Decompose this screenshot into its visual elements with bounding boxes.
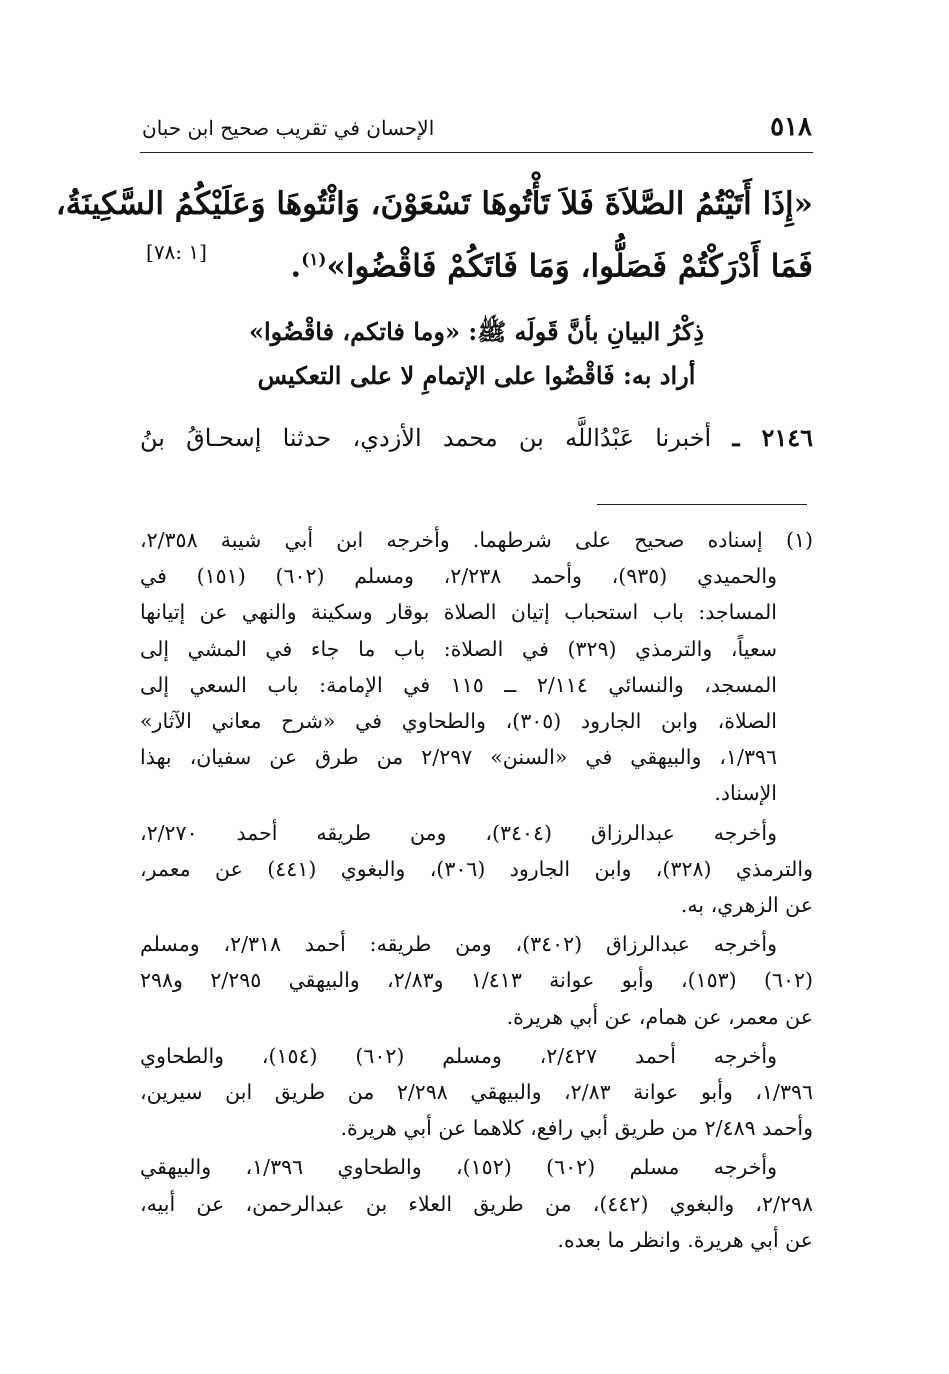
footnote-line-text: إسناده صحيح على شرطهما. وأخرجه ابن أبي شيبة ٢/٣٥٨،	[140, 528, 763, 552]
chapter-heading	[140, 310, 813, 398]
footnote-line: ٢/٢٩٨، والبغوي (٤٤٢)، من طريق العلاء بن عبدالرحمن، عن أبيه،	[140, 1191, 813, 1216]
page-number: ٥١٨	[770, 112, 812, 142]
footnote-line: وأخرجه عبدالرزاق (٣٤٠٤)، ومن طريقه أحمد ٢/٢٧٠،	[140, 820, 777, 845]
footnote-line: المسجد، والنسائي ٢/١١٤ ــ ١١٥ في الإمامة: باب السعي إلى	[140, 672, 777, 697]
footnote-line: الصلاة، وابن الجارود (٣٠٥)، والطحاوي في «شرح معاني الآثار»	[140, 709, 777, 734]
footnotes	[140, 522, 813, 1261]
hadith-line-2	[140, 232, 813, 294]
footnote-line: وأخرجه مسلم (٦٠٢) (١٥٢)، والطحاوي ١/٣٩٦، والبيهقي	[140, 1155, 777, 1180]
hadith-number: ٢١٤٦ ـ	[732, 423, 813, 452]
header-rule	[140, 152, 813, 153]
footnote-line: والترمذي (٣٢٨)، وابن الجارود (٣٠٦)، والبغوي (٤٤١) عن معمر،	[140, 856, 814, 881]
footnote-line: سعياً، والترمذي (٣٢٩) في الصلاة: باب ما جاء في المشي إلى	[140, 636, 777, 661]
footnote-paragraph	[140, 815, 813, 924]
footnote-number: (١)	[785, 528, 813, 552]
footnote-line: الإسناد.	[714, 781, 777, 806]
footnote-line: والحميدي (٩٣٥)، وأحمد ٢/٢٣٨، ومسلم (٦٠٢) (١٥١) في	[140, 564, 777, 589]
narration-text: أخبرنا عَبْدُاللَّه بن محمد الأزدي، حدثنا إسحـاقُ بنُ	[140, 424, 712, 452]
footnote-line: المساجد: باب استحباب إتيان الصلاة بوقار وسكينة والنهي عن إتيانها	[140, 600, 777, 625]
footnote-line: عن معمر، عن همام، عن أبي هريرة.	[506, 1004, 813, 1029]
footnote-paragraph	[140, 926, 813, 1035]
footnote-marker: (١)	[301, 250, 327, 270]
chapter-heading-line-1: ذِكْرُ البيانِ بأنَّ قَولَه ﷺ: «وما فاتكم، فاقْضُوا»	[248, 317, 705, 346]
footnote-line: ١/٣٩٦، وأبو عوانة ٢/٨٣، والبيهقي ٢/٢٩٨ من طريق ابن سيرين،	[140, 1080, 813, 1105]
footnote-line: عن الزهري، به.	[680, 893, 813, 918]
footnote-rule	[597, 504, 807, 505]
footnote-line: وأحمد ٢/٤٨٩ من طريق أبي رافع، كلاهما عن أبي هريرة.	[340, 1116, 813, 1141]
hadith-line-2-text: فَمَا أَدْرَكْتُمْ فَصَلُّوا، وَمَا فَاتَكُمْ فَاقْضُوا»	[326, 248, 813, 285]
footnote-paragraph	[140, 522, 813, 812]
narration-line	[140, 418, 813, 458]
chapter-heading-line-2: أراد به: فَاقْضُوا على الإتمامِ لا على التعكيس	[257, 361, 696, 390]
hadith-line-1: «إِذَا أَتَيْتُمُ الصَّلاَةَ فَلاَ تَأْتُوهَا تَسْعَوْنَ، وَائْتُوهَا وَعَلَيْكُمُ السَّكِينَةُ،	[55, 186, 813, 222]
footnote-line: (٦٠٢) (١٥٣)، وأبو عوانة ١/٤١٣ و٢/٨٣، والبيهقي ٢/٢٩٥ و٢٩٨	[140, 968, 814, 993]
footnote-line: عن أبي هريرة. وانظر ما بعده.	[557, 1227, 813, 1252]
hadith-reference: [١ :٧٨]	[146, 240, 207, 264]
footnote-line	[140, 522, 813, 558]
footnote-line: وأخرجه أحمد ٢/٤٢٧، ومسلم (٦٠٢) (١٥٤)، والطحاوي	[140, 1043, 777, 1068]
footnote-paragraph	[140, 1038, 813, 1147]
hadith-text	[55, 176, 813, 294]
hadith-end-mark: .	[290, 248, 302, 285]
running-header	[142, 112, 812, 148]
footnote-line: ١/٣٩٦، والبيهقي في «السنن» ٢/٢٩٧ من طرق عن سفيان، بهذا	[140, 745, 777, 770]
book-title: الإحسان في تقريب صحيح ابن حبان	[142, 116, 435, 140]
footnote-paragraph	[140, 1149, 813, 1258]
footnote-line: وأخرجه عبدالرزاق (٣٤٠٢)، ومن طريقه: أحمد ٢/٣١٨، ومسلم	[140, 932, 777, 957]
